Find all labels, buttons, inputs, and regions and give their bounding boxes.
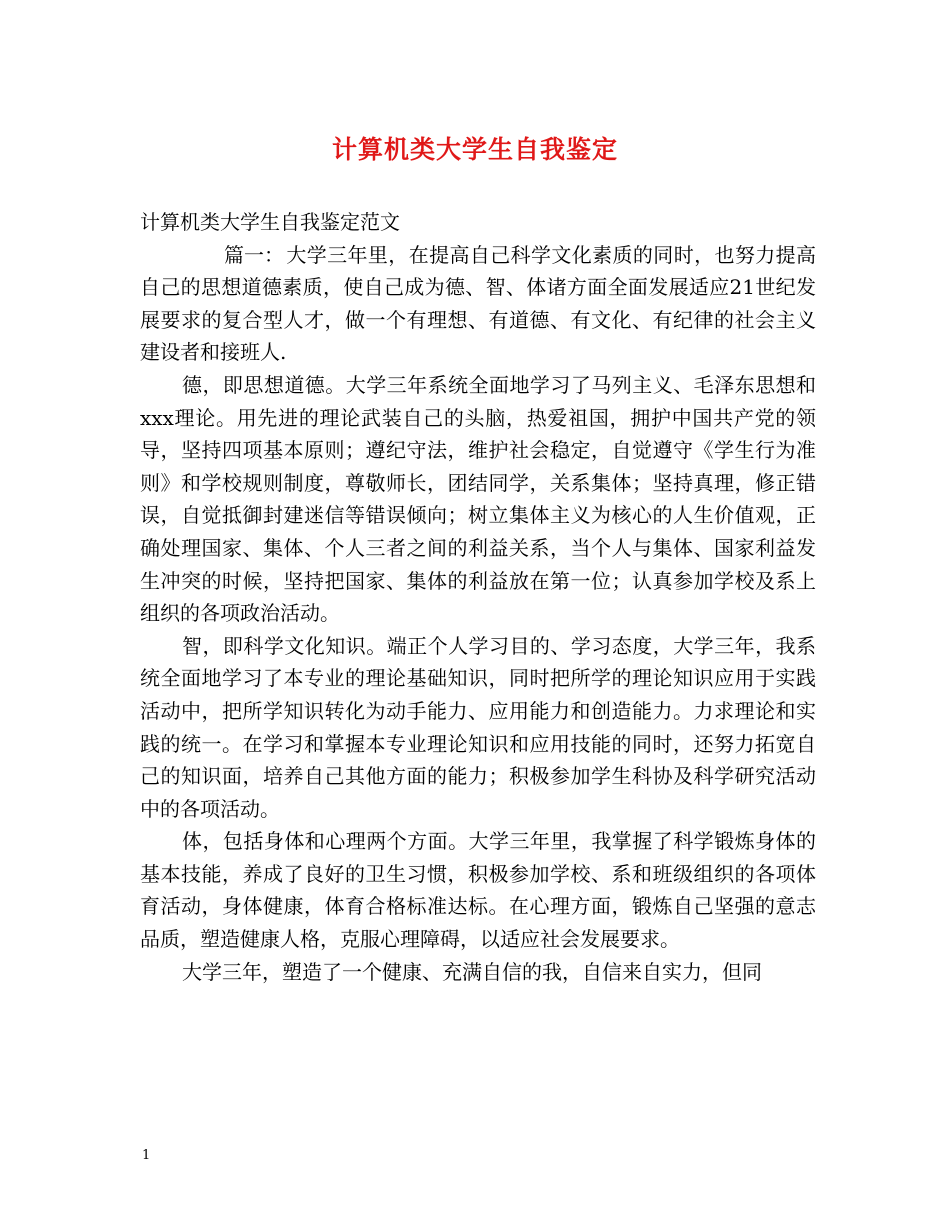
paragraph-morality: 德，即思想道德。大学三年系统全面地学习了马列主义、毛泽东思想和xxx理论。用先进的理论武装自己的头脑，热爱祖国，拥护中国共产党的领导，坚持四项基本原则；遵纪守法，维护社会稳定，自觉遵守《学生行为准则》和学校规则制度，尊敬师长，团结同学，关系集体；坚持真理，修正错误，自觉抵御封建迷信等错误倾向；树立集体主义为核心的人生价值观，正确处理国家、集体、个人三者之间的利益关系，当个人与集体、国家利益发生冲突的时候，坚持把国家、集体的利益放在第一位；认真参加学校及系上组织的各项政治活动。	[140, 372, 816, 626]
section-label: 篇一：	[224, 242, 284, 267]
document-subtitle: 计算机类大学生自我鉴定范文	[140, 210, 400, 234]
document-body	[140, 206, 816, 988]
paragraph-physical: 体，包括身体和心理两个方面。大学三年里，我掌握了科学锻炼身体的基本技能，养成了良好的卫生习惯，积极参加学校、系和班级组织的各项体育活动，身体健康，体育合格标准达标。在心理方面，锻炼自己坚强的意志品质，塑造健康人格，克服心理障碍，以适应社会发展要求。	[140, 829, 816, 952]
document-title: 计算机类大学生自我鉴定	[331, 135, 618, 164]
paragraph-intro	[140, 239, 816, 369]
paragraph-intro-text: 大学三年里，在提高自己科学文化素质的同时，也努力提高自己的思想道德素质，使自己成为德、智、体诸方面全面发展适应21世纪发展要求的复合型人才，做一个有理想、有道德、有文化、有纪律的社会主义建设者和接班人.	[140, 242, 816, 365]
paragraph-intellect: 智，即科学文化知识。端正个人学习目的、学习态度，大学三年，我系统全面地学习了本专业的理论基础知识，同时把所学的理论知识应用于实践活动中，把所学知识转化为动手能力、应用能力和创造能力。力求理论和实践的统一。在学习和掌握本专业理论知识和应用技能的同时，还努力拓宽自己的知识面，培养自己其他方面的能力；积极参加学生科协及科学研究活动中的各项活动。	[140, 633, 816, 821]
paragraph-confidence: 大学三年，塑造了一个健康、充满自信的我，自信来自实力，但同	[182, 959, 762, 984]
page-number: 1	[142, 1148, 151, 1163]
